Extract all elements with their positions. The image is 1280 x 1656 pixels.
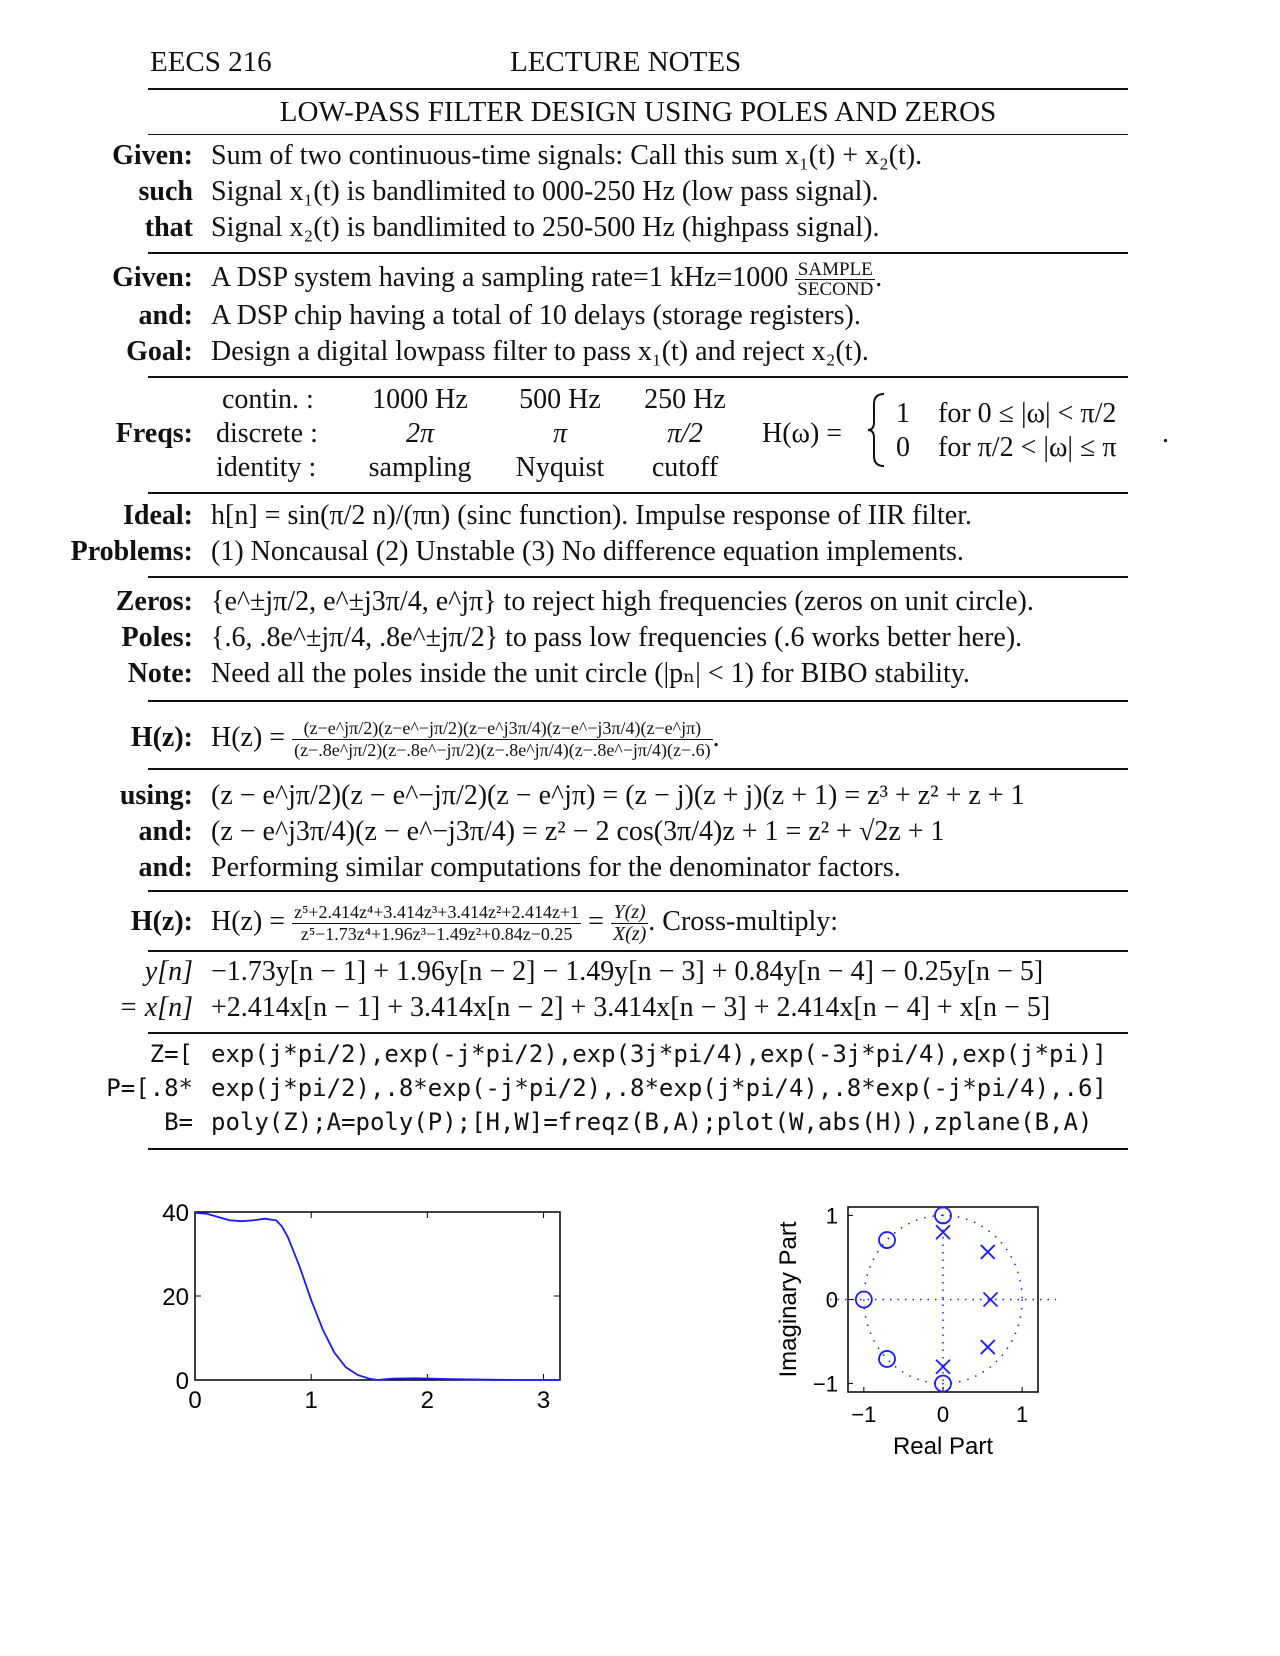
divider (148, 252, 1128, 254)
period: . (875, 262, 883, 293)
hz-factored (211, 714, 720, 762)
diffeq-lhs-x: = x[n] (118, 992, 193, 1023)
period: . (1162, 418, 1169, 449)
divider (148, 576, 1128, 578)
x-tick-label: −1 (851, 1402, 877, 1427)
hz-poly-numerator: z⁵+2.414z⁴+3.414z³+3.414z²+2.414z+1 (294, 902, 580, 923)
using-label: using: (119, 780, 193, 811)
zeros-text: {e^±jπ/2, e^±j3π/4, e^jπ} to reject high frequencies (zeros on unit circle). (211, 586, 1034, 617)
fraction-denominator: SECOND (797, 279, 874, 301)
matlab-code-plot: poly(Z);A=poly(P);[H,W]=freqz(B,A);plot(W,abs(H)),zplane(B,A) (211, 1108, 1093, 1136)
and-label: and: (138, 300, 193, 331)
matlab-code-poles: exp(j*pi/2),.8*exp(-j*pi/2),.8*exp(j*pi/4),.8*exp(-j*pi/4),.6] (211, 1074, 1107, 1102)
section-title: LOW-PASS FILTER DESIGN USING POLES AND ZEROS (279, 96, 997, 128)
that-text: Signal x₂(t) is bandlimited to 250-500 Hz (highpass signal). (211, 212, 880, 243)
freq-identity-sampling: sampling (368, 452, 472, 483)
note-row (0, 656, 1280, 692)
using-and-row-1 (0, 814, 1280, 850)
matlab-prefix-b: B= (164, 1108, 193, 1136)
row-label-discrete: discrete : (216, 418, 318, 449)
period: . (712, 722, 720, 753)
given-row-2 (0, 174, 1280, 210)
xz-denominator: X(z) (612, 923, 647, 946)
freq-contin-500: 500 Hz (519, 384, 601, 415)
divider (148, 492, 1128, 494)
y-axis-label: Imaginary Part (775, 1221, 802, 1378)
given-row-3 (0, 210, 1280, 246)
such-text: Signal x₁(t) is bandlimited to 000-250 Hz (low pass signal). (211, 176, 879, 207)
diffeq-rhs-x: +2.414x[n − 1] + 3.414x[n − 2] + 3.414x[n − 3] + 2.414x[n − 4] + x[n − 5] (211, 992, 1051, 1023)
fraction-numerator: SAMPLE (795, 260, 875, 280)
divider (148, 768, 1128, 770)
freq-discrete-pi-over-2: π/2 (667, 418, 703, 449)
hz-polynomial-row (0, 898, 1280, 946)
sample-per-second-fraction (795, 260, 875, 299)
zero-marker (879, 1351, 895, 1367)
ideal-row (0, 498, 1280, 534)
problems-row (0, 534, 1280, 570)
freqs-table (0, 384, 1280, 484)
hz-factored-fraction (292, 718, 713, 761)
divider (148, 700, 1128, 702)
h-omega-lhs: H(ω) = (762, 418, 843, 449)
poles-row (0, 620, 1280, 656)
hz-polynomial (211, 898, 838, 946)
poles-label: Poles: (121, 622, 193, 653)
cross-multiply-text: . Cross-multiply: (648, 906, 839, 937)
divider (148, 950, 1128, 952)
divider (148, 376, 1128, 378)
pole-zero-plot (770, 1195, 1090, 1465)
y-tick-label: 40 (162, 1200, 189, 1227)
and-text: A DSP chip having a total of 10 delays (storage registers). (211, 300, 861, 331)
frequency-response-chart (140, 1200, 600, 1420)
y-over-x-fraction (611, 902, 648, 945)
pole-marker (936, 1360, 950, 1374)
system-given-row (0, 259, 1280, 301)
given-row-1 (0, 138, 1280, 174)
note-text: Need all the poles inside the unit circle (|pₙ| < 1) for BIBO stability. (211, 658, 970, 689)
x-tick-label: 0 (936, 1402, 950, 1427)
and-label: and: (138, 852, 193, 883)
matlab-prefix-p: P=[.8* (106, 1074, 193, 1102)
x-tick-label: 2 (420, 1387, 435, 1414)
hz-poly-denominator: z⁵−1.73z⁴+1.96z³−1.49z²+0.84z−0.25 (300, 924, 573, 945)
using-row (0, 778, 1280, 814)
system-given-text (211, 260, 882, 299)
hz-polynomial-fraction (292, 902, 581, 945)
and-label: and: (138, 816, 193, 847)
row-label-identity: identity : (216, 452, 317, 483)
y-tick-label: −1 (812, 1371, 838, 1397)
pole-marker (981, 1245, 995, 1259)
course-code: EECS 216 (150, 46, 272, 78)
zero-marker (879, 1232, 895, 1248)
magnitude-response-line (195, 1213, 560, 1380)
equals-sign: = (588, 906, 604, 937)
freq-identity-nyquist: Nyquist (515, 452, 605, 483)
h-case-1-value: 1 (896, 398, 910, 429)
problems-text: (1) Noncausal (2) Unstable (3) No difference equation implements. (211, 536, 964, 567)
freqs-label: Freqs: (115, 418, 193, 449)
pole-marker (981, 1340, 995, 1354)
denominator-note-text: Performing similar computations for the denominator factors. (211, 852, 901, 883)
freq-contin-250: 250 Hz (644, 384, 726, 415)
poles-text: {.6, .8e^±jπ/4, .8e^±jπ/2} to pass low frequencies (.6 works better here). (211, 622, 1023, 653)
given-text: Sum of two continuous-time signals: Call this sum x₁(t) + x₂(t). (211, 140, 923, 171)
using-text: (z − e^jπ/2)(z − e^−jπ/2)(z − e^jπ) = (z − j)(z + j)(z + 1) = z³ + z² + z + 1 (211, 780, 1025, 811)
divider (148, 890, 1128, 892)
freq-discrete-pi: π (552, 418, 568, 449)
plot-frame (195, 1212, 560, 1380)
such-label: such (138, 176, 193, 207)
using-and-row-2 (0, 850, 1280, 886)
x-tick-label: 1 (1016, 1402, 1029, 1427)
y-tick-label: 0 (175, 1368, 189, 1395)
divider (148, 1032, 1128, 1034)
hz-denominator: (z−.8e^jπ/2)(z−.8e^−jπ/2)(z−.8e^jπ/4)(z−.8e^−jπ/4)(z−.6) (294, 740, 711, 761)
x-axis-label: Real Part (892, 1433, 994, 1460)
freq-discrete-2pi: 2π (405, 418, 435, 449)
matlab-prefix-z: Z=[ (149, 1040, 193, 1068)
goal-text: Design a digital lowpass filter to pass x₁(t) and reject x₂(t). (211, 336, 869, 367)
divider (148, 88, 1128, 90)
hz-numerator: (z−e^jπ/2)(z−e^−jπ/2)(z−e^j3π/4)(z−e^−j3π/4)(z−e^jπ) (292, 718, 713, 740)
h-case-1-condition: for 0 ≤ |ω| < π/2 (938, 398, 1117, 429)
x-tick-label: 0 (188, 1387, 202, 1414)
divider (148, 1148, 1128, 1150)
diffeq-rhs-y: −1.73y[n − 1] + 1.96y[n − 2] − 1.49y[n − 3] + 0.84y[n − 4] − 0.25y[n − 5] (211, 956, 1044, 987)
sampling-rate-text: A DSP system having a sampling rate=1 kHz=1000 (211, 262, 789, 293)
goal-label: Goal: (126, 336, 193, 367)
y-tick-label: 1 (825, 1203, 838, 1229)
system-goal-row (0, 334, 1280, 370)
problems-label: Problems: (70, 536, 193, 567)
freq-identity-cutoff: cutoff (651, 452, 719, 483)
x-tick-label: 1 (304, 1387, 318, 1414)
h-case-0-condition: for π/2 < |ω| ≤ π (938, 432, 1117, 463)
row-label-contin: contin. : (222, 384, 314, 415)
given-label: Given: (112, 140, 193, 171)
y-tick-label: 0 (825, 1287, 838, 1313)
yz-numerator: Y(z) (611, 902, 648, 924)
header-title: LECTURE NOTES (510, 46, 742, 78)
cos-identity-text: (z − e^j3π/4)(z − e^−j3π/4) = z² − 2 cos(3π/4)z + 1 = z² + √2z + 1 (211, 816, 945, 847)
hz-lhs: H(z) = (211, 906, 286, 937)
that-label: that (144, 212, 193, 243)
diffeq-lhs-y: y[n] (144, 956, 193, 987)
system-and-row (0, 298, 1280, 334)
freq-contin-1000: 1000 Hz (372, 384, 468, 415)
hz-label: H(z): (130, 722, 193, 753)
y-tick-label: 20 (162, 1284, 189, 1311)
zeros-label: Zeros: (115, 586, 193, 617)
note-label: Note: (127, 658, 193, 689)
x-tick-label: 3 (536, 1387, 551, 1414)
zeros-row (0, 584, 1280, 620)
given-label: Given: (112, 262, 193, 293)
hz-label: H(z): (130, 906, 193, 937)
left-brace-icon (866, 392, 888, 468)
ideal-text: h[n] = sin(π/2 n)/(πn) (sinc function). Impulse response of IIR filter. (211, 500, 973, 531)
divider (148, 134, 1128, 135)
ideal-label: Ideal: (123, 500, 193, 531)
hz-lhs: H(z) = (211, 722, 286, 753)
diffeq-row-2 (0, 990, 1280, 1026)
diffeq-row-1 (0, 954, 1280, 990)
hz-factored-row (0, 714, 1280, 762)
matlab-code-zeros: exp(j*pi/2),exp(-j*pi/2),exp(3j*pi/4),exp(-3j*pi/4),exp(j*pi)] (211, 1040, 1107, 1068)
h-case-0-value: 0 (896, 432, 910, 463)
